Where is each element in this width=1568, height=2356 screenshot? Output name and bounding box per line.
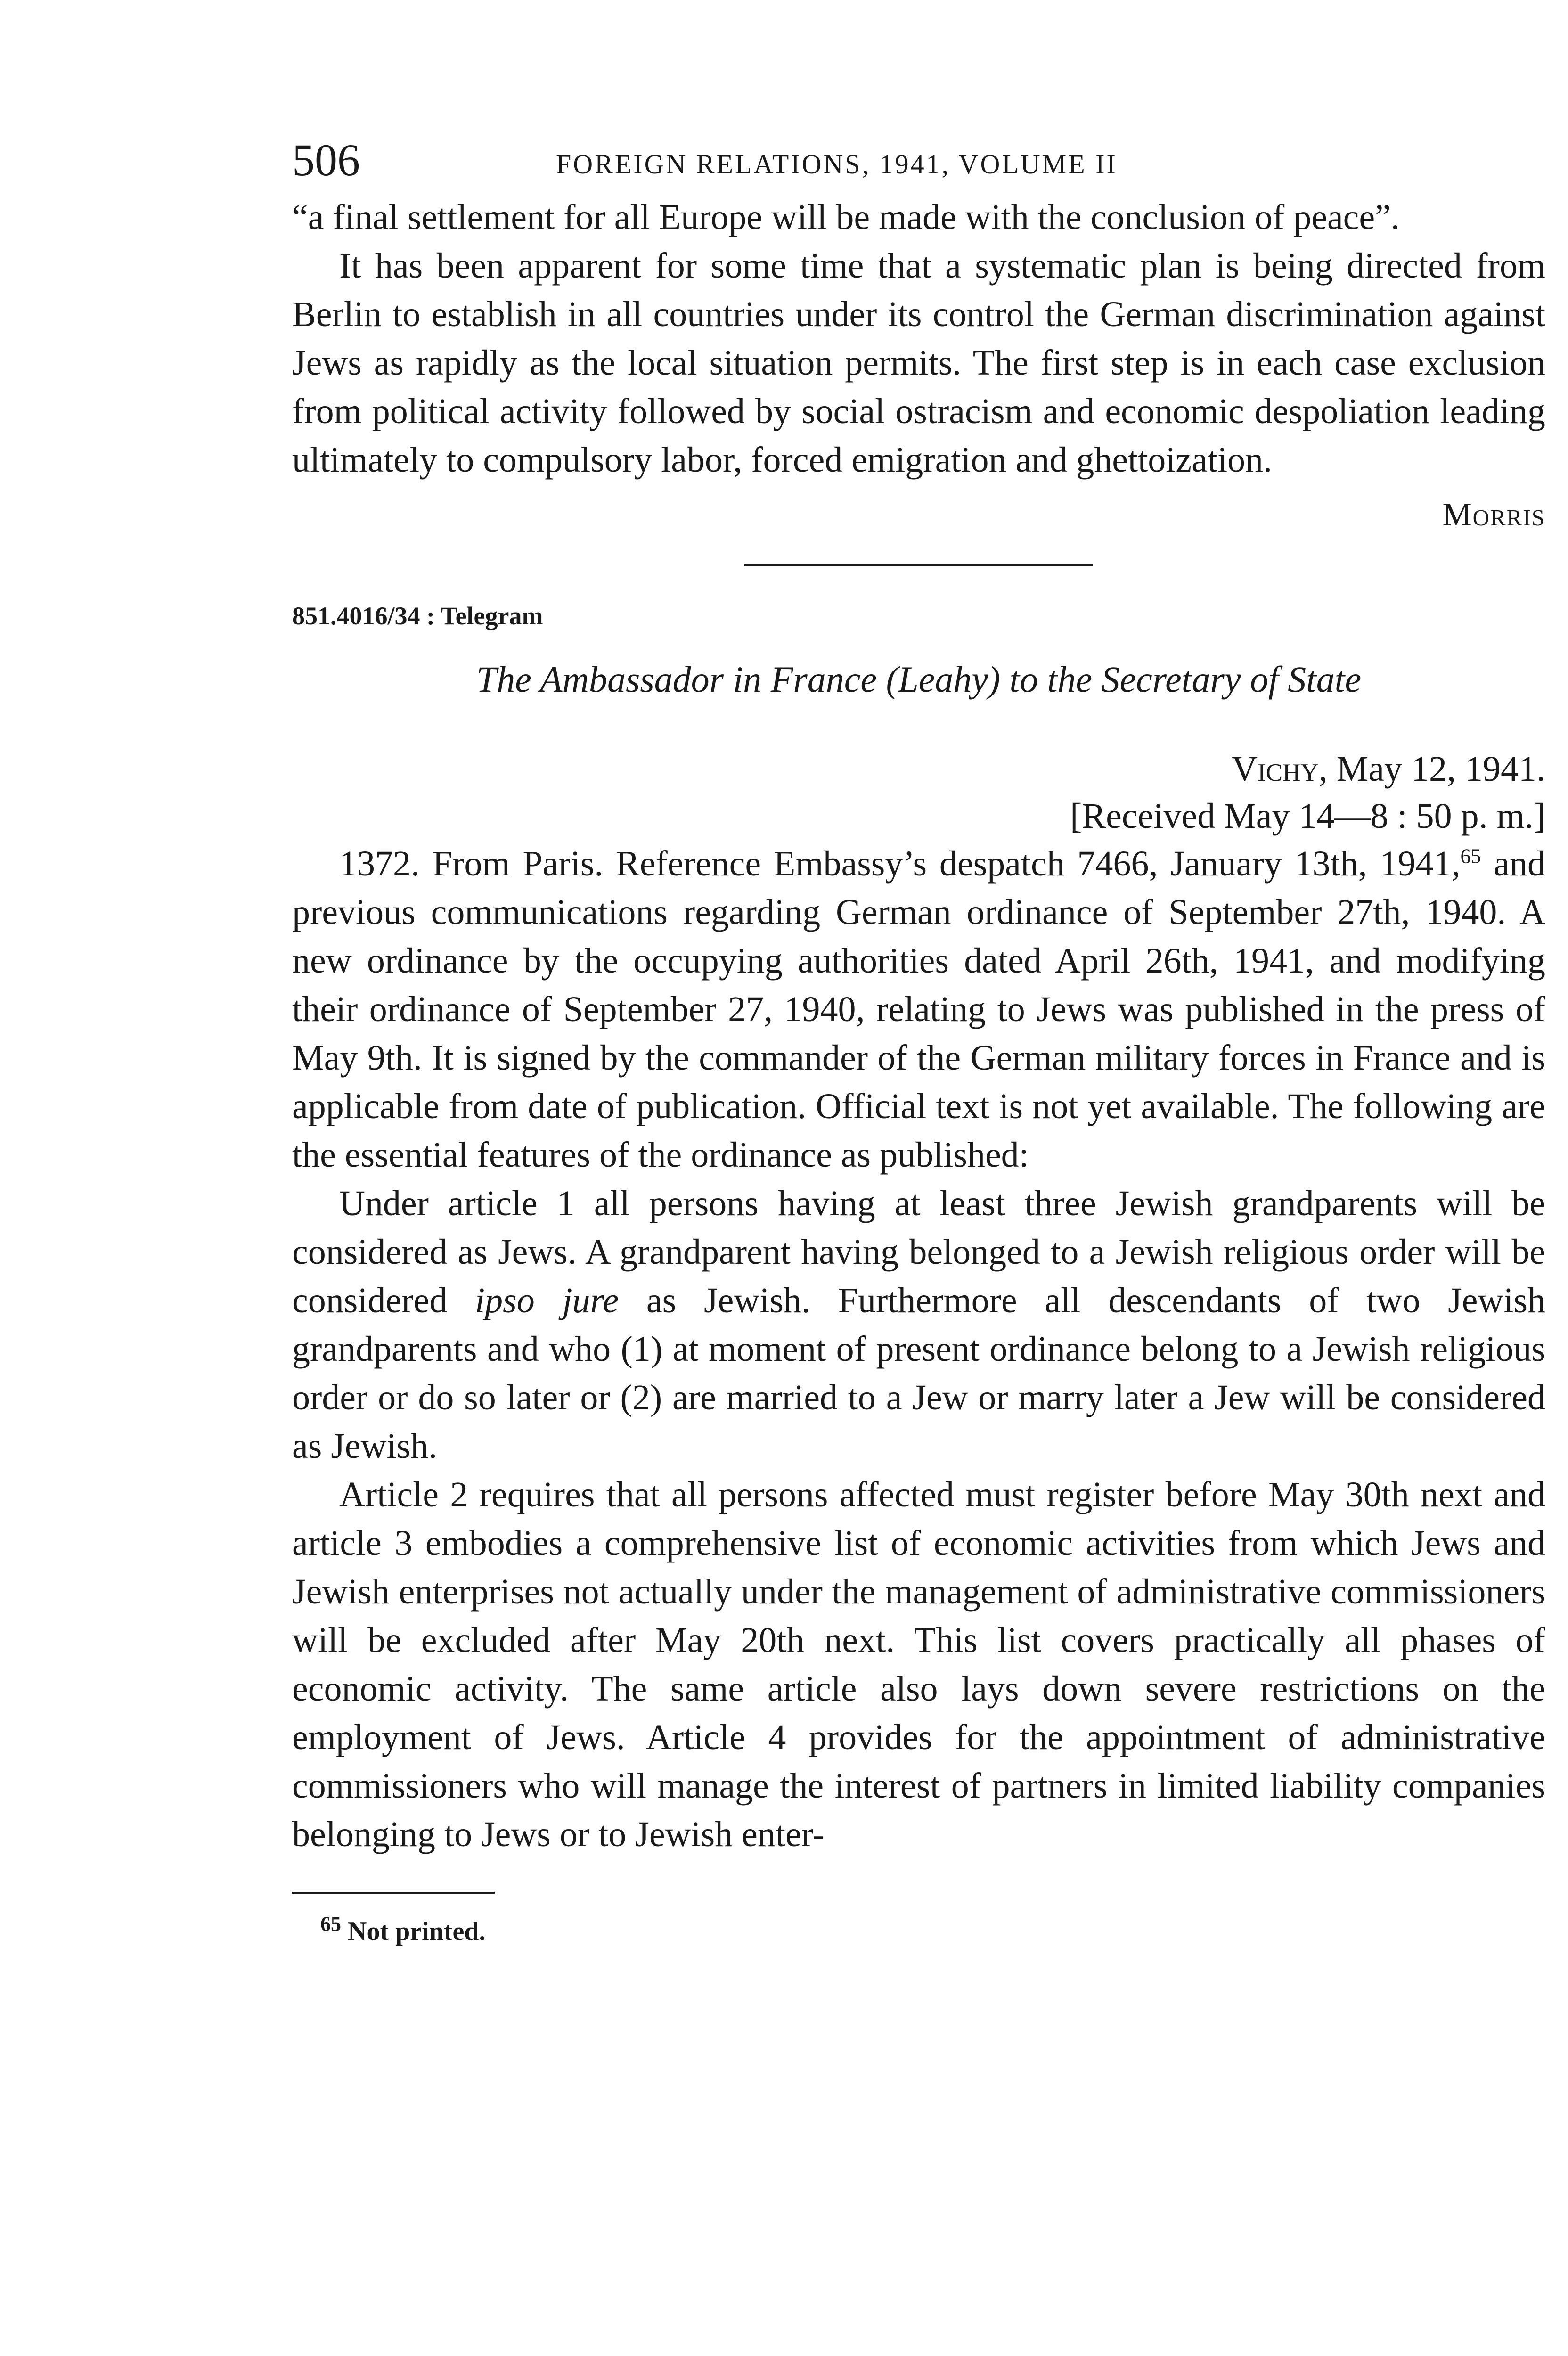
dateline xyxy=(292,745,1545,793)
paragraph-2-text-b: as Jewish. Furthermore all descendants of two Jewish grandparents and who (1) at moment of present ordinance belong to a Jewish religious order or do so later or (2) are married to a Jew or marry later a Jew will be considered as Jewish. xyxy=(292,1281,1546,1466)
telegram-paragraph-2 xyxy=(292,1179,1545,1471)
footnote-rule xyxy=(292,1892,495,1894)
document-heading xyxy=(292,656,1545,703)
footnote-reference: 65 xyxy=(1460,844,1481,868)
intro-paragraph-1: “a final settlement for all Europe will be made with the conclusion of peace”. xyxy=(292,197,1400,237)
heading-part-1: The Ambassador in France ( xyxy=(476,659,898,700)
heading-name: Leahy xyxy=(898,659,988,700)
file-reference: 851.4016/34 : Telegram xyxy=(292,602,543,630)
page-number: 506 xyxy=(292,135,360,185)
footnote xyxy=(320,1913,1545,1950)
dateline-place: Vichy xyxy=(1232,749,1319,789)
intro-paragraph-2: It has been apparent for some time that a systematic plan is being directed from Berlin to establish in all countries under its control the German discrimination against Jews as rapidly as the local situation permits. The first step is in each case exclusion from political activity followed by social ostracism and economic despoliation leading ultimately to compulsory labor, forced emigration and ghettoization. xyxy=(292,246,1545,480)
footnote-text: Not printed. xyxy=(341,1917,486,1946)
running-head-title: FOREIGN RELATIONS, 1941, VOLUME II xyxy=(556,149,1118,180)
latin-phrase: ipso jure xyxy=(475,1281,619,1320)
received-line: [Received May 14—8 : 50 p. m.] xyxy=(1070,796,1545,836)
footnote-marker: 65 xyxy=(320,1912,341,1936)
running-head xyxy=(292,127,1545,193)
telegram-paragraph-1 xyxy=(292,840,1545,1179)
signature: Morris xyxy=(1442,497,1545,533)
telegram-paragraph-3: Article 2 requires that all persons affected must register before May 30th next and article 3 embodies a comprehensive list of economic activities from which Jews and Jewish enterprises not actually under the management of administrative commissioners will be excluded after May 20th next. This list covers practically all phases of economic activity. The same article also lays down severe restrictions on the employment of Jews. Article 4 provides for the appointment of administrative commissioners who will manage the interest of partners in limited liability companies belonging to Jews or to Jewish enter- xyxy=(292,1475,1545,1854)
heading-part-2: ) to the Secretary of State xyxy=(988,659,1362,700)
paragraph-2-text-a: Under article 1 all persons having at least three Jewish grandparents will be considered as Jews. A grandparent having belonged to a Jewish religious order will be considered xyxy=(292,1184,1545,1320)
paragraph-1-text-a: 1372. From Paris. Reference Embassy’s despatch 7466, January 13th, 1941, xyxy=(339,844,1461,884)
document-page xyxy=(292,127,1545,2356)
paragraph-1-text-b: and previous communications regarding German ordinance of September 27th, 1940. A new ordinance by the occupying authorities dated April 26th, 1941, and modifying their ordinance of September 27, 1940, relating to Jews was published in the press of May 9th. It is signed by the commander of the German military forces in France and is applicable from date of publication. Official text is not yet available. The following are the essential features of the ordinance as published: xyxy=(292,844,1545,1175)
section-divider xyxy=(744,564,1093,566)
dateline-date: , May 12, 1941. xyxy=(1318,749,1545,789)
